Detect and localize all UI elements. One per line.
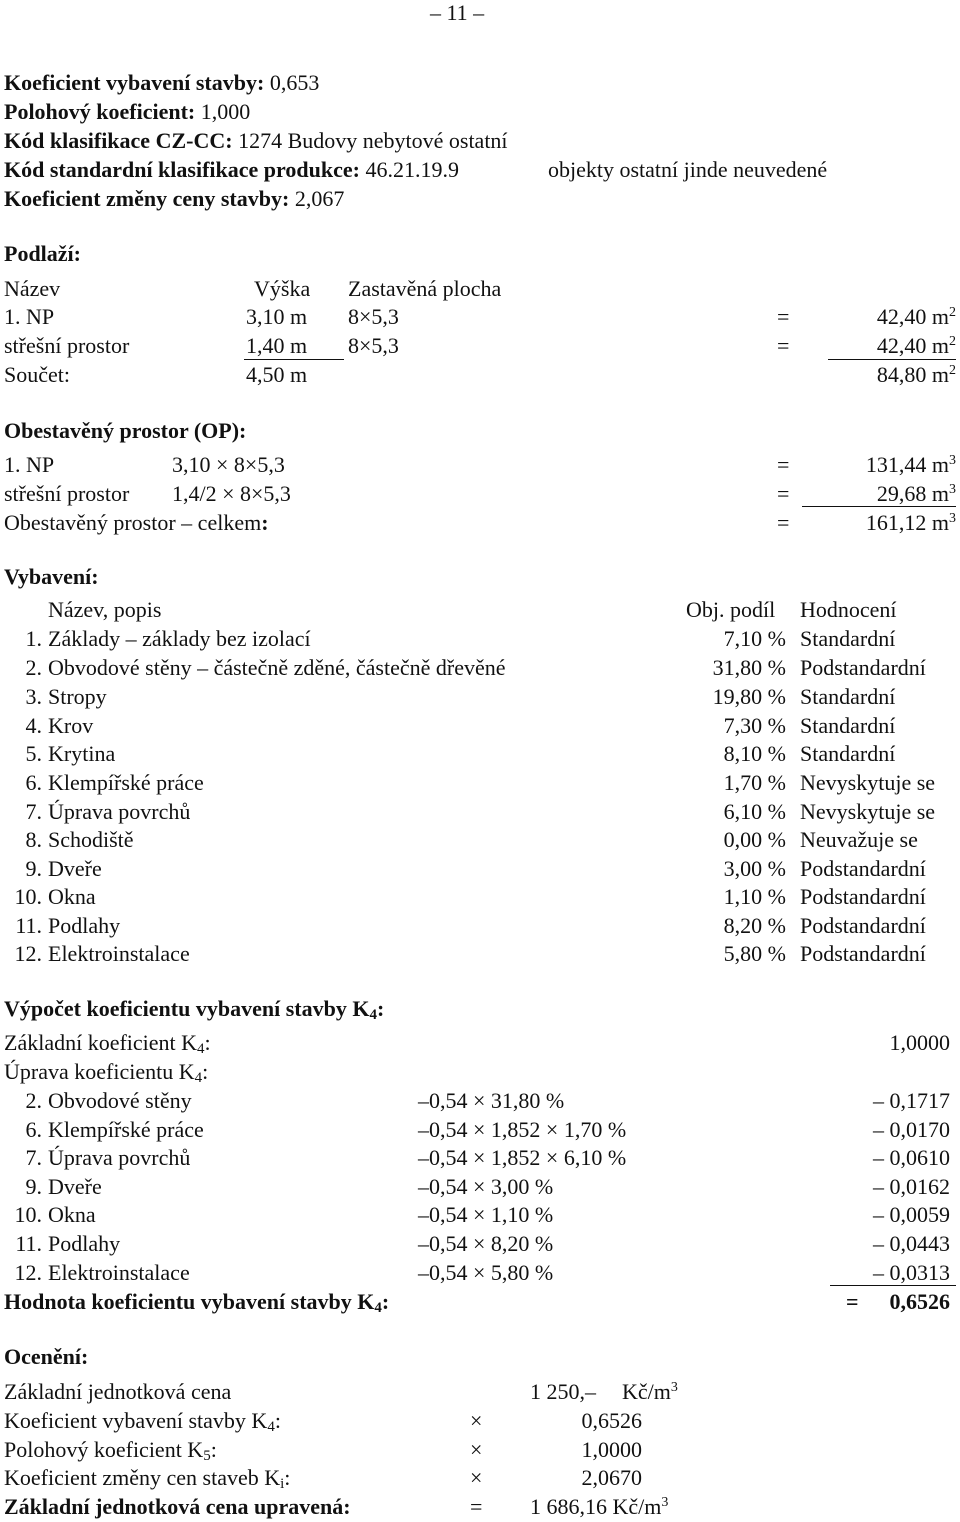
vyb-rating: Podstandardní xyxy=(800,655,926,680)
vyb-share: 1,70 % xyxy=(723,770,786,795)
oc-base-value: 1 250,– xyxy=(530,1379,596,1404)
skp-value: 46.21.19.9 xyxy=(365,157,459,182)
kp-label: Polohový koeficient: xyxy=(4,99,196,124)
k4-num: 7. xyxy=(25,1145,42,1170)
oc-ki-op: × xyxy=(470,1465,483,1490)
vybaveni-col-share: Obj. podíl xyxy=(686,597,776,622)
podlazi-row-calc: 8×5,3 xyxy=(348,333,399,358)
vyb-share: 8,10 % xyxy=(723,741,786,766)
vyb-share: 8,20 % xyxy=(723,913,786,938)
vyb-rating: Standardní xyxy=(800,713,896,738)
vyb-share: 3,00 % xyxy=(723,856,786,881)
vyb-num: 9. xyxy=(25,856,42,881)
k4-value: – 0,0610 xyxy=(873,1145,950,1170)
k4-value: – 0,1717 xyxy=(873,1088,950,1113)
op-row-eq: = xyxy=(777,481,790,506)
vyb-name: Stropy xyxy=(48,684,107,709)
k4-result-eq: = xyxy=(846,1289,859,1314)
podlazi-row-value: 42,40 $m^2$ xyxy=(876,333,956,358)
ki-value: 2,067 xyxy=(294,186,345,211)
kp-line xyxy=(4,99,250,125)
vybaveni-col-name: Název, popis xyxy=(48,597,162,622)
k4-base-label: Základní koeficient $K_4$: xyxy=(4,1030,211,1057)
vyb-num: 7. xyxy=(25,799,42,824)
vyb-share: 7,30 % xyxy=(723,713,786,738)
vyb-num: 5. xyxy=(25,741,42,766)
vyb-share: 6,10 % xyxy=(723,799,786,824)
kv-value: 0,653 xyxy=(269,70,320,95)
k4-num: 6. xyxy=(25,1117,42,1142)
ki-line xyxy=(4,186,344,212)
oc-final-value: 1 686,16 $Kč/m^3$ xyxy=(530,1494,669,1519)
skp-label: Kód standardní klasifikace produkce: xyxy=(4,157,360,182)
vyb-num: 6. xyxy=(25,770,42,795)
oceneni-title: Ocenění: xyxy=(4,1344,89,1369)
k4-calc: –0,54 × 5,80 % xyxy=(418,1260,554,1285)
k4-calc: –0,54 × 3,00 % xyxy=(418,1174,554,1199)
k4-result-label: Hodnota koeficientu vybavení stavby $K_4$: xyxy=(4,1289,390,1316)
op-row-name: střešní prostor xyxy=(4,481,130,506)
cc-value: 1274 Budovy nebytové ostatní xyxy=(238,128,508,153)
vybaveni-title: Vybavení: xyxy=(4,564,99,589)
k4-calc: –0,54 × 31,80 % xyxy=(418,1088,565,1113)
k4-name: Obvodové stěny xyxy=(48,1088,192,1113)
oc-final-op: = xyxy=(470,1494,483,1519)
cc-line xyxy=(4,128,508,154)
op-row-calc: 1,4/2 × 8×5,3 xyxy=(172,481,291,506)
vyb-rating: Nevyskytuje se xyxy=(800,799,936,824)
k4-calc: –0,54 × 1,852 × 6,10 % xyxy=(418,1145,627,1170)
podlazi-row-height: 3,10 m xyxy=(246,304,308,329)
k4-adj-label: Úprava koeficientu $K_4$: xyxy=(4,1059,209,1086)
vybaveni-col-rating: Hodnocení xyxy=(800,597,897,622)
podlazi-col-name: Název xyxy=(4,276,61,301)
oc-k5-op: × xyxy=(470,1437,483,1462)
vyb-rating: Podstandardní xyxy=(800,884,926,909)
op-row-value: 29,68 $m^3$ xyxy=(876,481,956,506)
vyb-share: 0,00 % xyxy=(723,827,786,852)
oc-base-unit: $Kč/m^3$ xyxy=(622,1379,678,1404)
vyb-name: Obvodové stěny – částečně zděné, částečně dřevěné xyxy=(48,655,506,680)
vyb-name: Krytina xyxy=(48,741,116,766)
vyb-rating: Podstandardní xyxy=(800,913,926,938)
k4-num: 10. xyxy=(14,1202,42,1227)
oc-base-label: Základní jednotková cena xyxy=(4,1379,232,1404)
vyb-num: 12. xyxy=(14,941,42,966)
vyb-num: 8. xyxy=(25,827,42,852)
vyb-share: 5,80 % xyxy=(723,941,786,966)
oc-k4-value: 0,6526 xyxy=(581,1408,642,1433)
k4-result-value: 0,6526 xyxy=(889,1289,950,1314)
k4-result-rule xyxy=(830,1285,956,1286)
vyb-num: 4. xyxy=(25,713,42,738)
kp-value: 1,000 xyxy=(200,99,251,124)
podlazi-row-eq: = xyxy=(777,333,790,358)
op-row-calc: 3,10 × 8×5,3 xyxy=(172,452,285,477)
vyb-share: 31,80 % xyxy=(712,655,786,680)
vyb-name: Krov xyxy=(48,713,94,738)
vyb-name: Dveře xyxy=(48,856,102,881)
k4-value: – 0,0313 xyxy=(873,1260,950,1285)
vyb-name: Úprava povrchů xyxy=(48,799,191,824)
vyb-share: 1,10 % xyxy=(723,884,786,909)
vyb-rating: Podstandardní xyxy=(800,941,926,966)
ki-label: Koeficient změny ceny stavby: xyxy=(4,186,290,211)
k4-value: – 0,0059 xyxy=(873,1202,950,1227)
oc-k5-value: 1,0000 xyxy=(581,1437,642,1462)
vyb-rating: Neuvažuje se xyxy=(800,827,918,852)
vyb-rating: Nevyskytuje se xyxy=(800,770,936,795)
op-total-value: 161,12 $m^3$ xyxy=(865,510,956,535)
vyb-num: 3. xyxy=(25,684,42,709)
op-title: Obestavěný prostor (OP): xyxy=(4,418,247,443)
k4-num: 11. xyxy=(15,1231,42,1256)
skp-desc: objekty ostatní jinde neuvedené xyxy=(548,157,828,182)
vyb-num: 2. xyxy=(25,655,42,680)
op-row-value: 131,44 $m^3$ xyxy=(865,452,956,477)
k4-calc: –0,54 × 1,10 % xyxy=(418,1202,554,1227)
k4-value: – 0,0162 xyxy=(873,1174,950,1199)
oc-ki-label: Koeficient změny cen staveb $K_i$: xyxy=(4,1465,291,1492)
k4-num: 9. xyxy=(25,1174,42,1199)
op-row-name: 1. NP xyxy=(4,452,55,477)
k4-name: Dveře xyxy=(48,1174,102,1199)
k4-base-value: 1,0000 xyxy=(889,1030,950,1055)
vyb-share: 19,80 % xyxy=(712,684,786,709)
k4-value: – 0,0170 xyxy=(873,1117,950,1142)
podlazi-row-name: 1. NP xyxy=(4,304,55,329)
podlazi-row-calc: 8×5,3 xyxy=(348,304,399,329)
podlazi-sum-value: 84,80 $m^2$ xyxy=(876,362,956,387)
k4-name: Úprava povrchů xyxy=(48,1145,191,1170)
vyb-name: Základy – základy bez izolací xyxy=(48,626,311,651)
page-number: – 11 – xyxy=(430,0,485,25)
vyb-rating: Standardní xyxy=(800,684,896,709)
vyb-name: Klempířské práce xyxy=(48,770,204,795)
podlazi-sum-label: Součet: xyxy=(4,362,70,387)
oc-k4-label: Koeficient vybavení stavby $K_4$: xyxy=(4,1408,281,1435)
oc-ki-value: 2,0670 xyxy=(581,1465,642,1490)
vyb-name: Elektroinstalace xyxy=(48,941,190,966)
k4-calc: –0,54 × 1,852 × 1,70 % xyxy=(418,1117,627,1142)
podlazi-sum-rule xyxy=(828,359,956,360)
kv-line xyxy=(4,70,319,96)
podlazi-sum-height: 4,50 m xyxy=(246,362,308,387)
kv-label: Koeficient vybavení stavby: xyxy=(4,70,265,95)
vyb-share: 7,10 % xyxy=(723,626,786,651)
skp-line xyxy=(4,157,459,183)
podlazi-col-area: Zastavěná plocha xyxy=(348,276,502,301)
k4-title: Výpočet koeficientu vybavení stavby $K_4$: xyxy=(4,996,385,1023)
oc-final-label: Základní jednotková cena upravená: xyxy=(4,1494,351,1519)
k4-num: 2. xyxy=(25,1088,42,1113)
podlazi-row-eq: = xyxy=(777,304,790,329)
podlazi-col-height: Výška xyxy=(254,276,311,301)
k4-calc: –0,54 × 8,20 % xyxy=(418,1231,554,1256)
oc-k5-label: Polohový koeficient $K_5$: xyxy=(4,1437,217,1464)
vyb-name: Okna xyxy=(48,884,96,909)
vyb-rating: Standardní xyxy=(800,741,896,766)
vyb-rating: Standardní xyxy=(800,626,896,651)
cc-label: Kód klasifikace CZ-CC: xyxy=(4,128,233,153)
oc-k4-op: × xyxy=(470,1408,483,1433)
op-total-eq: = xyxy=(777,510,790,535)
op-total-label: Obestavěný prostor – celkem: xyxy=(4,510,269,535)
k4-num: 12. xyxy=(14,1260,42,1285)
k4-name: Klempířské práce xyxy=(48,1117,204,1142)
vyb-name: Schodiště xyxy=(48,827,134,852)
k4-name: Podlahy xyxy=(48,1231,121,1256)
k4-name: Okna xyxy=(48,1202,96,1227)
podlazi-height-rule xyxy=(244,359,344,360)
vyb-num: 11. xyxy=(15,913,42,938)
podlazi-row-height: 1,40 m xyxy=(246,333,308,358)
k4-name: Elektroinstalace xyxy=(48,1260,190,1285)
vyb-rating: Podstandardní xyxy=(800,856,926,881)
op-row-eq: = xyxy=(777,452,790,477)
podlazi-row-value: 42,40 $m^2$ xyxy=(876,304,956,329)
vyb-name: Podlahy xyxy=(48,913,121,938)
k4-value: – 0,0443 xyxy=(873,1231,950,1256)
op-total-rule xyxy=(802,506,956,507)
vyb-num: 10. xyxy=(14,884,42,909)
podlazi-title: Podlaží: xyxy=(4,241,81,266)
vyb-num: 1. xyxy=(25,626,42,651)
podlazi-row-name: střešní prostor xyxy=(4,333,130,358)
